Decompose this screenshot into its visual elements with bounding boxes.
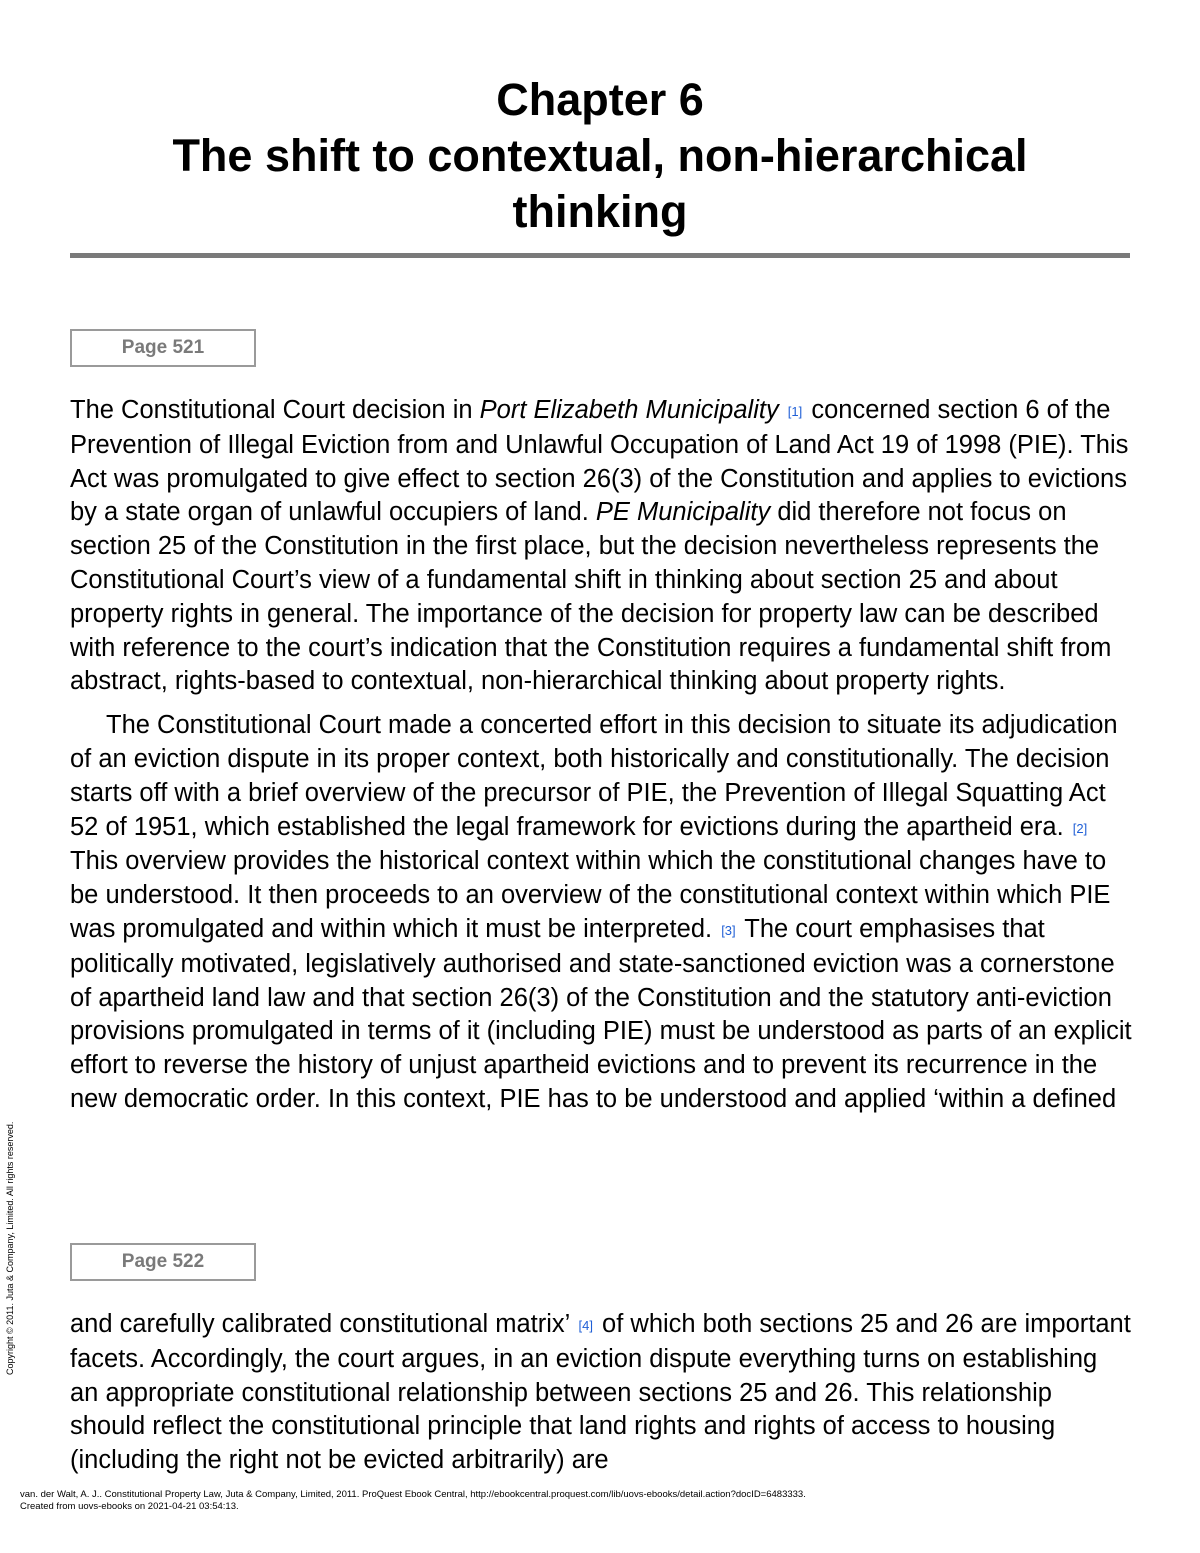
chapter-heading-line-1: The shift to contextual, non-hierarchical xyxy=(172,130,1028,181)
body-text-page-522 xyxy=(70,1308,1132,1478)
p3-text-1: and carefully calibrated constitutional matrix’ xyxy=(70,1310,570,1338)
footnote-link-2[interactable]: [2] xyxy=(1072,820,1088,836)
chapter-heading-line-2: thinking xyxy=(512,186,688,237)
p2-text-3: The court emphasises that politically motivated, legislatively authorised and state-sanctioned eviction was a cornerstone of apartheid land law and that section 26(3) of the Constitution and the statutory anti-eviction provisions promulgated in terms of it (including PIE) must be understood as parts of an explicit effort to reverse the history of unjust apartheid evictions and to prevent its recurrence in the new democratic order. In this context, PIE has to be understood and applied ‘within a defined xyxy=(70,914,1132,1113)
paragraph-1 xyxy=(70,394,1132,699)
created-line: Created from uovs-ebooks on 2021-04-21 03:54:13. xyxy=(20,1501,239,1512)
title-divider xyxy=(70,253,1130,258)
case-short-name-italic: PE Municipality xyxy=(595,498,771,527)
case-name-italic: Port Elizabeth Municipality xyxy=(479,396,779,424)
page-marker-522: Page 522 xyxy=(70,1243,256,1281)
p1-text-3: did therefore not focus on section 25 of the Constitution in the first place, but the decision nevertheless represents the Constitutional Court’s view of a fundamental shift in thinking about section 25 and about property rights in general. The importance of the decision for property law can be described with reference to the court’s indication that the Constitution requires a fundamental shift from abstract, rights-based to contextual, non-hierarchical thinking about property rights. xyxy=(70,498,1112,696)
paragraph-2 xyxy=(70,709,1132,1117)
footnote-link-3[interactable]: [3] xyxy=(721,922,736,938)
paragraph-3 xyxy=(70,1308,1132,1478)
p1-text-1: The Constitutional Court decision in xyxy=(70,396,480,424)
chapter-title xyxy=(70,72,1130,240)
p1-text-2: concerned section 6 of the Prevention of Illegal Eviction from and Unlawful Occupation of Land Act 19 of 1998 (PIE). This Act was promulgated to give effect to section 26(3) of the Constitution and applies to evictions by a state organ of unlawful occupiers of land. xyxy=(70,396,1129,527)
body-text-page-521 xyxy=(70,394,1132,1117)
footnote-link-4[interactable]: [4] xyxy=(578,1318,593,1333)
chapter-number: Chapter 6 xyxy=(496,74,704,125)
p2-text-1: The Constitutional Court made a concerted effort in this decision to situate its adjudication of an eviction dispute in its proper context, both historically and constitutionally. The decision starts off with a brief overview of the precursor of PIE, the Prevention of Illegal Squatting Act 52 of 1951, which established the legal framework for evictions during the apartheid era. xyxy=(70,711,1118,841)
footnote-link-1[interactable]: [1] xyxy=(787,404,803,419)
copyright-notice: Copyright © 2011. Juta & Company, Limited. All rights reserved. xyxy=(5,1121,15,1375)
page-marker-521: Page 521 xyxy=(70,329,256,367)
citation-line: van. der Walt, A. J.. Constitutional Property Law, Juta & Company, Limited, 2011. ProQuest Ebook Central, http://ebookcentral.proquest.com/lib/uovs-ebooks/detail.action?docID=6483333. xyxy=(20,1489,806,1500)
p2-text-2: This overview provides the historical context within which the constitutional changes have to be understood. It then proceeds to an overview of the constitutional context within which PIE was promulgated and within which it must be interpreted. xyxy=(70,847,1111,943)
p3-text-2: of which both sections 25 and 26 are important facets. Accordingly, the court argues, in an eviction dispute everything turns on establishing an appropriate constitutional relationship between sections 25 and 26. This relationship should reflect the constitutional principle that land rights and rights of access to housing (including the right not be evicted arbitrarily) are xyxy=(70,1310,1131,1475)
citation-footer xyxy=(20,1489,806,1513)
